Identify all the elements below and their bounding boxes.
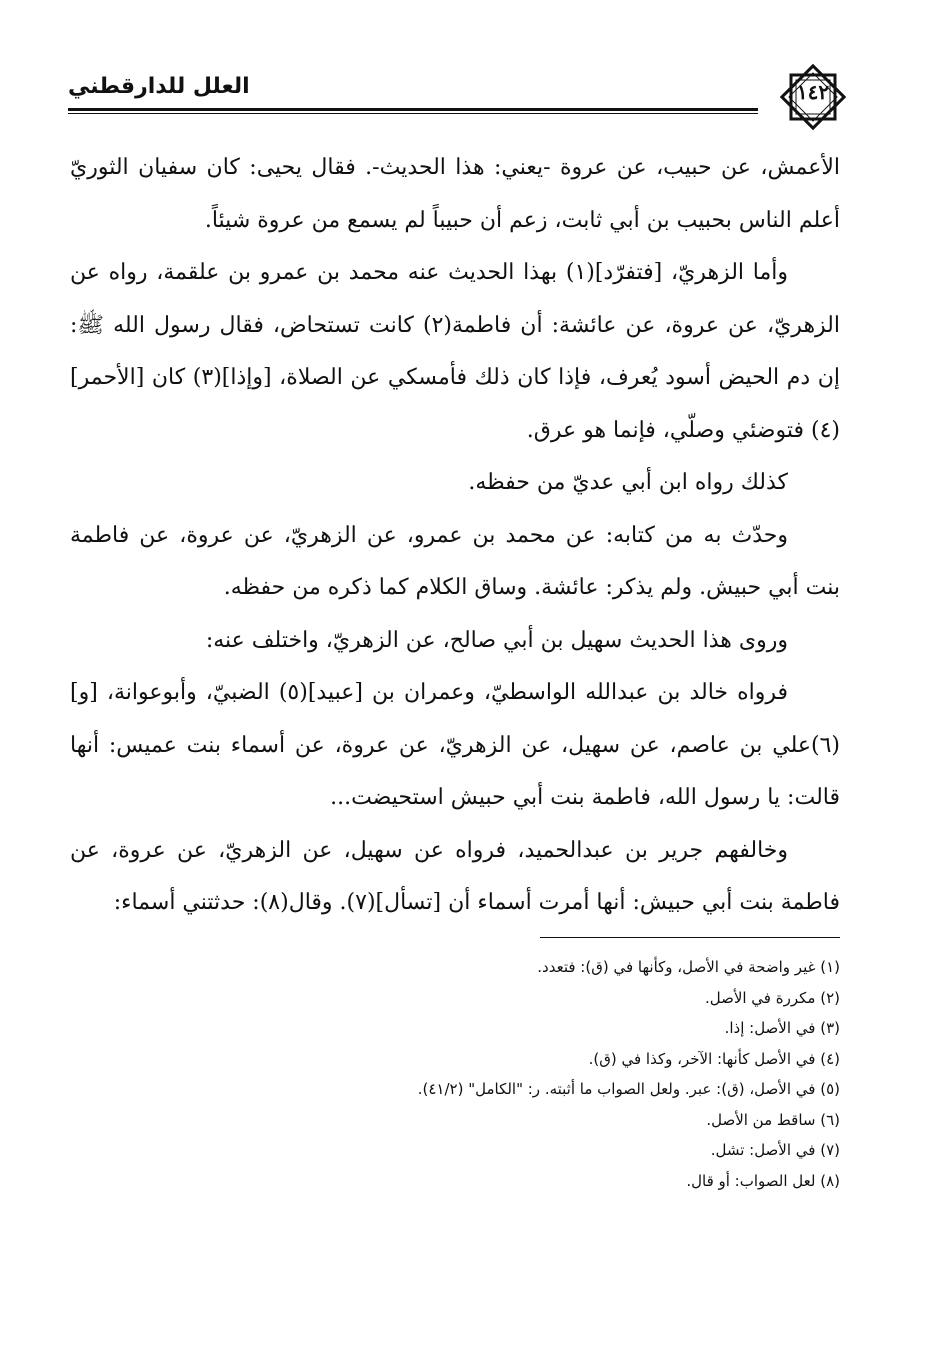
footnote: (٢) مكررة في الأصل. — [704, 988, 840, 1007]
footnote: (٣) في الأصل: إذا. — [724, 1019, 840, 1037]
paragraph: كذلك رواه ابن أبي عديّ من حفظه. — [468, 470, 788, 495]
paragraph: فرواه خالد بن عبدالله الواسطيّ، وعمران بن [عبيد](٥) الضبيّ، وأبوعوانة، [و](٦)علي بن عاصم، عن سهيل، عن الزهريّ، عن عروة، عن أسماء بنت عميس: أنها قالت: يا رسول الله، فاطمة بنت أبي حبيش استحيضت... — [70, 680, 840, 810]
running-title: العلل للدارقطني — [68, 74, 250, 99]
footnote-divider — [540, 937, 840, 938]
main-text — [70, 142, 840, 930]
footnote: (١) غير واضحة في الأصل، وكأنها في (ق): فتعدد. — [537, 958, 840, 976]
footnote: (٦) ساقط من الأصل. — [706, 1110, 840, 1129]
footnote: (٧) في الأصل: تشل. — [710, 1141, 840, 1159]
page-number: ١٤٢ — [796, 80, 830, 104]
header-rule — [68, 108, 758, 111]
paragraph: وأما الزهريّ، [فتفرّد](١) بهذا الحديث عنه محمد بن عمرو بن علقمة، رواه عن الزهريّ، عن عروة، عن عائشة: أن فاطمة(٢) كانت تستحاض، فقال رسول الله ﷺ: إن دم الحيض أسود يُعرف، فإذا كان ذلك فأمسكي عن الصلاة، [وإذا](٣) كان [الأحمر](٤) فتوضئي وصلّي، فإنما هو عرق. — [70, 260, 841, 443]
footnote: (٨) لعل الصواب: أو قال. — [686, 1171, 840, 1190]
paragraph: وروى هذا الحديث سهيل بن أبي صالح، عن الزهريّ، واختلف عنه: — [205, 627, 788, 653]
header-rule-thin — [68, 113, 758, 114]
paragraph: الأعمش، عن حبيب، عن عروة -يعني: هذا الحديث-. فقال يحيى: كان سفيان الثوريّ أعلم الناس بحبيب بن أبي ثابت، زعم أن حبيباً لم يسمع من عروة شيئاً. — [70, 155, 840, 233]
paragraph: وخالفهم جرير بن عبدالحميد، فرواه عن سهيل، عن الزهريّ، عن عروة، عن فاطمة بنت أبي حبيش: أنها أمرت أسماء أن [تسأل](٧). وقال(٨): حدثتني أسماء: — [70, 837, 840, 915]
footnotes — [160, 952, 840, 1196]
footnote: (٥) في الأصل، (ق): عبر. ولعل الصواب ما أثبته. ر: "الكامل" (٤١/٢). — [417, 1080, 840, 1098]
paragraph: وحدّث به من كتابه: عن محمد بن عمرو، عن الزهريّ، عن عروة، عن فاطمة بنت أبي حبيش. ولم يذكر: عائشة. وساق الكلام كما ذكره من حفظه. — [70, 522, 840, 600]
page-header — [68, 58, 854, 136]
footnote: (٤) في الأصل كأنها: الآخر، وكذا في (ق). — [588, 1049, 840, 1068]
